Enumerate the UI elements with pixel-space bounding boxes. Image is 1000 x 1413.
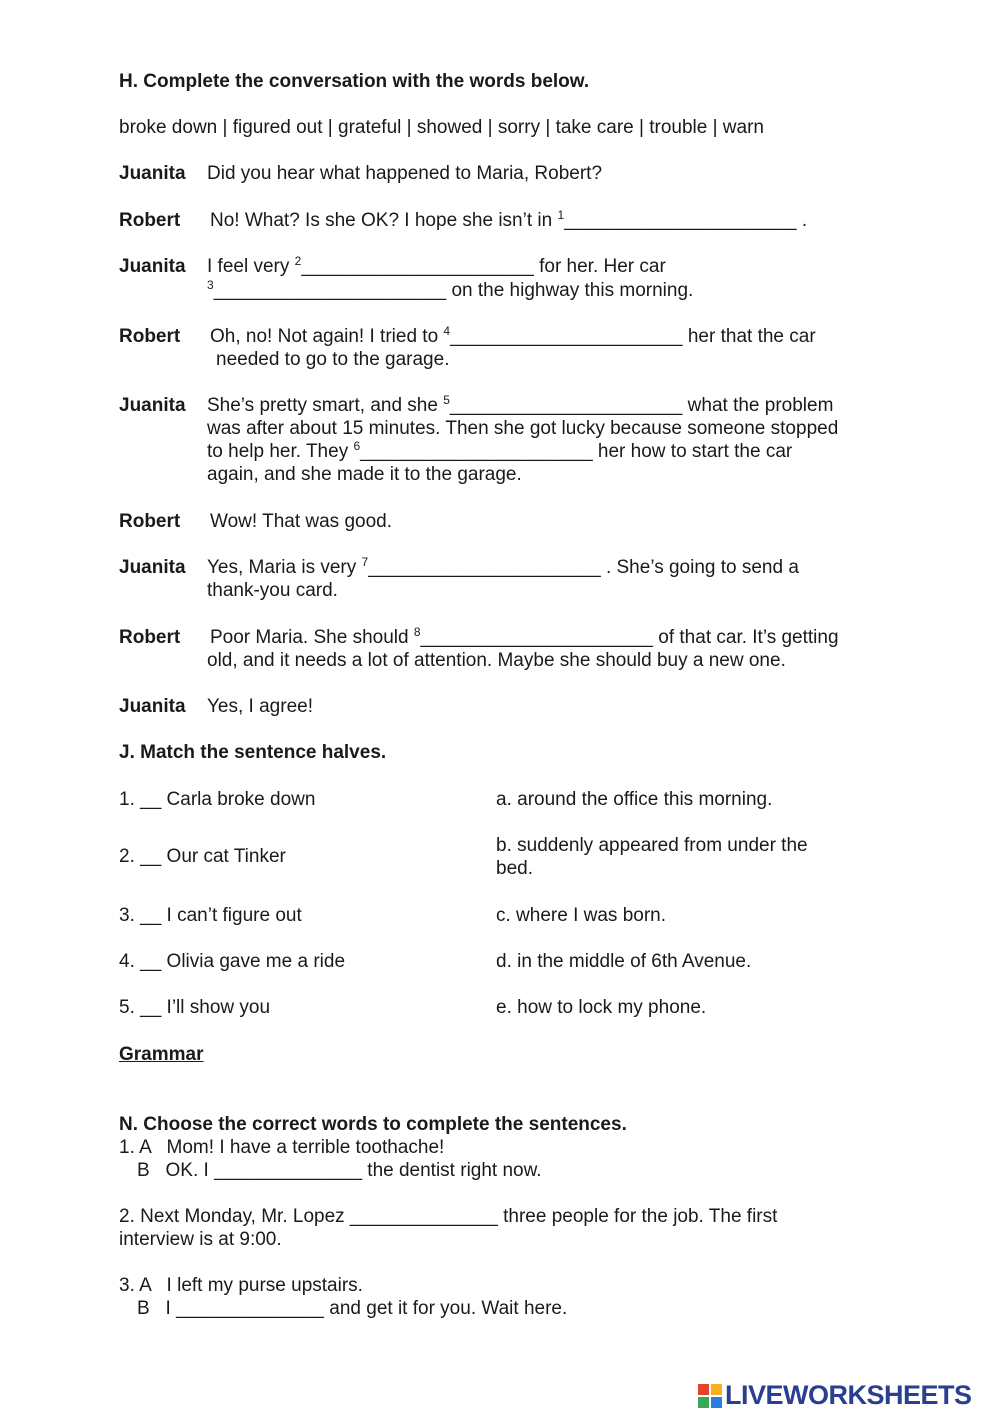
section-h-title: H. Complete the conversation with the words below. [119,71,590,92]
dialogue-line: was after about 15 minutes. Then she got lucky because someone stopped [207,418,839,439]
match-left-item[interactable]: 5. __ I’ll show you [119,997,271,1018]
speaker-robert: Robert [119,326,181,347]
blank-number: 3 [207,278,214,292]
blank-number: 4 [443,324,451,338]
match-right-item: e. how to lock my phone. [496,997,707,1018]
blank-number: 2 [294,254,302,268]
word-bank: broke down | figured out | grateful | showed | sorry | take care | trouble | warn [119,117,764,138]
dialogue-line: No! What? Is she OK? I hope she isn’t in $^1$______________________ . [210,208,808,231]
speaker-robert: Robert [119,511,181,532]
answer-blank[interactable]: ______________________ her how to start the car [360,441,793,462]
dialogue-line: old, and it needs a lot of attention. Maybe she should buy a new one. [207,650,786,671]
dialogue-line: to help her. They $^6$______________________ her how to start the car [207,439,793,462]
answer-blank[interactable]: ______________________ what the problem [449,395,834,416]
grammar-item: interview is at 9:00. [119,1229,282,1250]
speaker-juanita: Juanita [119,696,186,717]
blank-number: 8 [413,625,421,639]
grammar-item[interactable]: 2. Next Monday, Mr. Lopez ______________ three people for the job. The first [119,1206,778,1227]
section-j-title: J. Match the sentence halves. [119,742,387,763]
answer-blank[interactable]: ______________________ . [564,210,808,231]
speaker-robert: Robert [119,210,181,231]
section-n-title: N. Choose the correct words to complete the sentences. [119,1114,627,1135]
answer-blank[interactable]: ______________________ of that car. It’s getting [420,627,839,648]
blank-number: 5 [443,393,450,407]
grammar-item: 1. A Mom! I have a terrible toothache! [119,1137,445,1158]
dialogue-line: She’s pretty smart, and she $^5$______________________ what the problem [207,393,834,416]
answer-blank[interactable]: ______________________ . She’s going to send a [368,557,799,578]
match-left-item[interactable]: 4. __ Olivia gave me a ride [119,951,346,972]
liveworksheets-logo [698,1380,972,1410]
match-left-item[interactable]: 2. __ Our cat Tinker [119,846,286,867]
blank-number: 6 [353,439,361,453]
match-left-item[interactable]: 3. __ I can’t figure out [119,905,302,926]
dialogue-line: Oh, no! Not again! I tried to $^4$______________________ her that the car [210,324,816,347]
match-right-item: b. suddenly appeared from under the [496,835,808,856]
speaker-juanita: Juanita [119,163,186,184]
match-right-item: a. around the office this morning. [496,789,773,810]
grammar-item[interactable]: B I ______________ and get it for you. Wait here. [137,1298,568,1319]
match-right-item: d. in the middle of 6th Avenue. [496,951,752,972]
dialogue-line: needed to go to the garage. [216,349,450,370]
match-right-item: c. where I was born. [496,905,667,926]
answer-blank[interactable]: ______________________ her that the car [450,326,816,347]
liveworksheets-logo-icon [698,1382,724,1408]
answer-blank[interactable]: ______________________ on the highway this morning. [213,280,694,301]
dialogue-line: I feel very $^2$______________________ for her. Her car [207,254,666,277]
blank-number: 7 [361,555,369,569]
speaker-juanita: Juanita [119,256,186,277]
speaker-juanita: Juanita [119,557,186,578]
dialogue-line: Poor Maria. She should $^8$______________________ of that car. It’s getting [210,625,839,648]
dialogue-line: Wow! That was good. [210,511,393,532]
dialogue-line [207,279,693,302]
dialogue-line: again, and she made it to the garage. [207,464,522,485]
match-left-item[interactable]: 1. __ Carla broke down [119,789,316,810]
dialogue-line: Yes, Maria is very $^7$______________________ . She’s going to send a [207,555,799,578]
grammar-item: 3. A I left my purse upstairs. [119,1275,363,1296]
answer-blank[interactable]: ______________________ for her. Her car [301,256,666,277]
speaker-juanita: Juanita [119,395,186,416]
match-right-item: bed. [496,858,533,879]
speaker-robert: Robert [119,627,181,648]
grammar-item[interactable]: B OK. I ______________ the dentist right now. [137,1160,542,1181]
blank-number: 1 [557,208,565,222]
grammar-heading: Grammar [119,1044,204,1065]
dialogue-line: Yes, I agree! [207,696,313,717]
dialogue-line: thank-you card. [207,580,338,601]
dialogue-line: Did you hear what happened to Maria, Robert? [207,163,603,184]
brand-name: LIVEWORKSHEETS [725,1380,972,1410]
